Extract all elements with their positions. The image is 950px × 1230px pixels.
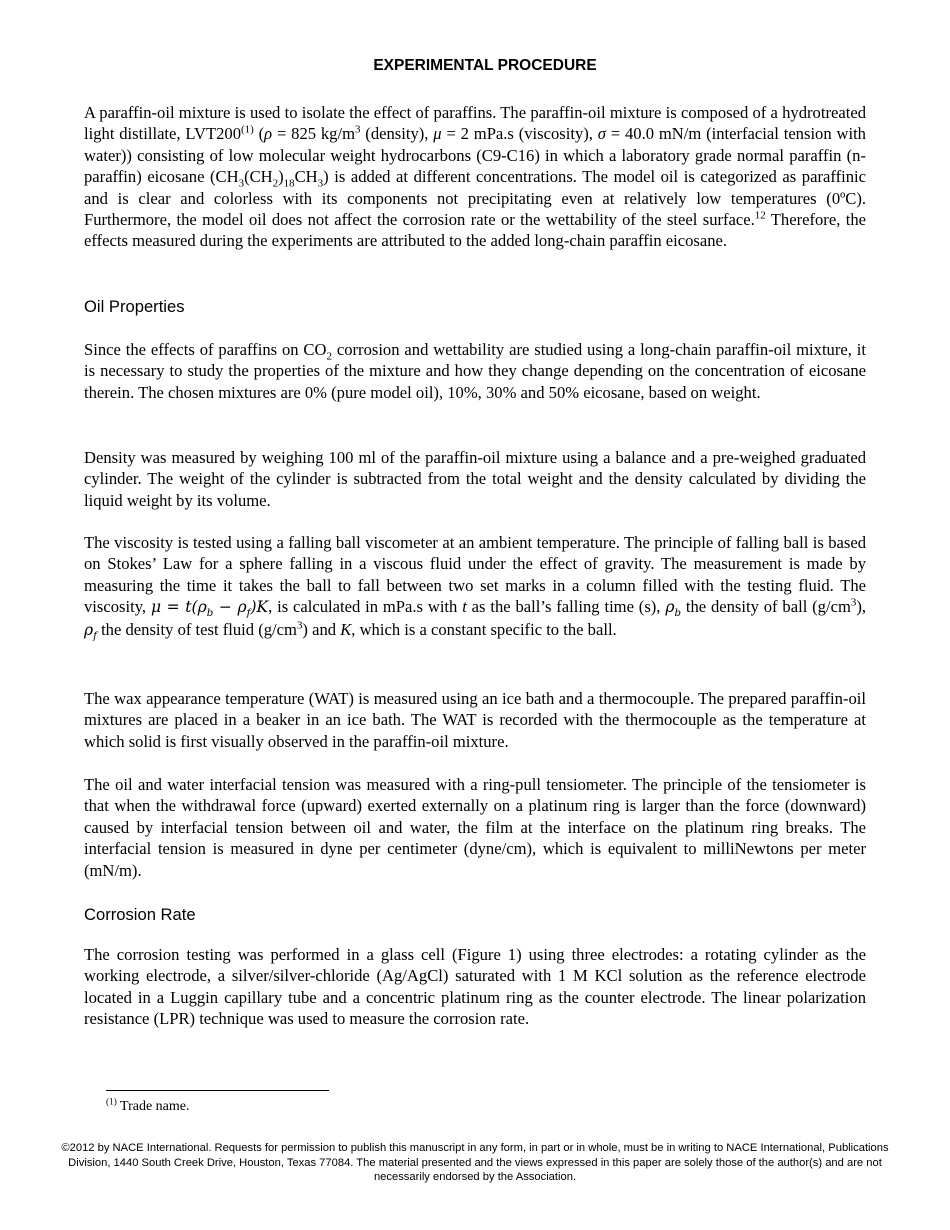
footnote-mark: (1) [106,1096,117,1107]
paragraph-text: , is calculated in mPa.s with [268,597,463,617]
wat-paragraph: The wax appearance temperature (WAT) is measured using an ice bath and a thermocouple. The prepared paraffin-oil mixtures are placed in a beaker in an ice bath. The WAT is recorded with the thermocouple as the temperature at which solid is first visually observed in the paraffin-oil mixture. [84,689,866,751]
k-symbol: K [340,619,352,639]
sigma-symbol: σ [597,124,606,144]
intro-text: A paraffin-oil mixture is used to isolate the effect of paraffins. The paraffin-oil mixture is composed of a hydrotreated light distillate, LVT200 [84,103,866,144]
subscript: 18 [283,177,295,190]
density-paragraph: Density was measured by weighing 100 ml of the paraffin-oil mixture using a balance and a pre-weighed graduated cylinder. The weight of the cylinder is subtracted from the total weight and the density calculated by dividing the liquid weight by its volume. [84,448,866,510]
footnote-ref: (1) [241,123,254,136]
superscript: 3 [355,123,361,136]
paragraph-text: ), [856,597,867,617]
equation-t: t [185,598,192,617]
paragraph-text: Since the effects of paraffins on CO [84,340,327,359]
intro-text: = 2 mPa.s (viscosity), [441,124,598,144]
paragraph-text: corrosion and wettability are studied using a long-chain paraffin-oil mixture, it is necessary to study the properties of the mixture and how they change depending on the concentration of eicosane therein. The chosen mixtures are 0% (pure model oil), 10%, 30% and 50% eicosane, based on weight. [84,340,866,402]
intro-paragraph [84,102,866,252]
intro-text: Therefore, the effects measured during the experiments are attributed to the added long-chain paraffin eicosane. [84,210,866,251]
subscript: 2 [272,177,279,190]
footnote-divider [106,1090,329,1091]
rho-symbol: ρ [264,124,273,144]
mu-symbol: μ [433,124,442,144]
equation-rho-f: $\rho_f$ [237,598,251,620]
intro-text: = 40.0 mN/m (interfacial tension with water)) consisting of low molecular weight hydrocarbons (C9-C16) in which a laboratory grade normal paraffin (n-paraffin) eicosane (CH [84,124,866,187]
intro-text: ) [278,167,284,187]
superscript: 3 [850,596,857,609]
paragraph-text: ) and [302,619,341,639]
section-title: EXPERIMENTAL PROCEDURE [373,57,597,74]
subheading-corrosion-rate: Corrosion Rate [84,905,196,924]
footnote [106,1096,190,1115]
subscript: 3 [317,177,324,190]
subscript: 3 [238,177,245,190]
paragraph-text: , which is a constant specific to the ball. [351,619,617,639]
rho-f-symbol: $\rho_f$ [84,620,97,642]
intro-text: ( [253,124,265,144]
equation-mu: μ [150,598,162,617]
citation-ref: 12 [754,209,766,222]
subscript: 2 [326,350,332,363]
viscosity-equation: $\mu = t(\rho_b - \rho_f)K$ [150,598,269,620]
intro-text: (CH [244,167,273,187]
paragraph-text: The viscosity is tested using a falling ball viscometer at an ambient temperature. The principle of falling ball is based on Stokes’ Law for a sphere falling in a viscous fluid under the effect of gravity. The measurement is made by measuring the time it takes the ball to fall between two set marks in a column filled with the testing fluid. The viscosity, [84,533,866,617]
paragraph-text: as the ball’s falling time (s), [466,597,666,617]
intro-text: ) is added at different concentrations. The model oil is categorized as paraffinic and is clear and colorless with its components not precipitating even at relatively low temperatures (0ºC). Furthermore, the model oil does not affect the corrosion rate or the wettability of the steel surface. [84,167,866,230]
intro-text: (density), [360,124,434,144]
time-symbol: t [462,597,467,617]
corrosion-paragraph: The corrosion testing was performed in a glass cell (Figure 1) using three electrodes: a rotating cylinder as the working electrode, a silver/silver-chloride (Ag/AgCl) saturated with 1 M KCl solution as the reference electrode located in a Luggin capillary tube and a concentric platinum ring as the counter electrode. The linear polarization resistance (LPR) technique was used to measure the corrosion rate. [84,945,866,1029]
subheading-oil-properties: Oil Properties [84,297,185,316]
footnote-text: Trade name. [116,1099,190,1114]
intro-text: = 825 kg/m [272,124,355,144]
paragraph-text: the density of test fluid (g/cm [96,619,297,639]
paragraph-text: the density of ball (g/cm [680,597,851,617]
copyright-footer: ©2012 by NACE International. Requests for permission to publish this manuscript in any form, in part or in whole, must be in writing to NACE International, Publications Division, 1440 South Creek Drive, Houston, Texas 77084. The material presented and the views expressed in this paper are solely those of the author(s) and are not necessarily endorsed by the Association. [61,1142,889,1184]
equation-k: K [256,598,269,617]
superscript: 3 [296,619,303,632]
equation-rho-b: $\rho_b$ [197,598,214,620]
interfacial-tension-paragraph: The oil and water interfacial tension was measured with a ring-pull tensiometer. The principle of the tensiometer is that when the withdrawal force (upward) exerted externally on a platinum ring is larger than the force (downward) caused by interfacial tension between oil and water, the film at the interface on the platinum ring breaks. The interfacial tension is measured in dyne per centimeter (dyne/cm), which is equivalent to milliNewtons per meter (mN/m). [84,775,866,880]
viscosity-paragraph [84,532,866,641]
oil-paragraph-1 [84,339,866,403]
rho-b-symbol: $\rho_b$ [665,598,681,620]
intro-text: CH [294,167,318,187]
